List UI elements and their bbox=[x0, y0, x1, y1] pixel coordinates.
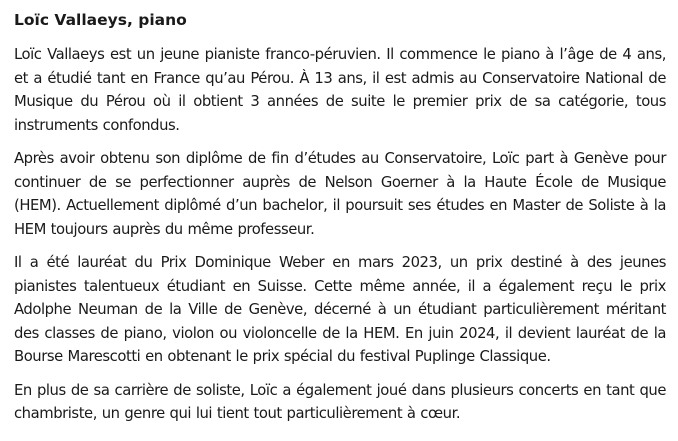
paragraph-chamber-music: En plus de sa carrière de soliste, Loïc a également joué dans plusieurs concerts en tant que chambriste, un genre qui lui tient tout particulièrement à cœur. bbox=[14, 381, 666, 422]
paragraph-awards: Il a été lauréat du Prix Dominique Weber en mars 2023, un prix destiné à des jeunes pianistes talentueux étudiant en Suisse. Cette même année, il a également reçu le prix Adolphe Neuman de la Ville de Genève, décerné à un étudiant particulièrement méritant des classes de piano, violon ou violoncelle de la HEM. En juin 2024, il devient lauréat de la Bourse Marescotti en obtenant le prix spécial du festival Puplinge Classique. bbox=[14, 254, 666, 365]
paragraph-early-life: Loïc Vallaeys est un jeune pianiste franco-péruvien. Il commence le piano à l’âge de 4 ans, et a étudié tant en France qu’au Pérou. À 13 ans, il est admis au Conservatoire National de Musique du Pérou où il obtient 3 années de suite le premier prix de sa catégorie, tous instruments confondus. bbox=[14, 46, 666, 134]
paragraph-studies: Après avoir obtenu son diplôme de fin d’études au Conservatoire, Loïc part à Genève pour continuer de se perfectionner auprès de Nelson Goerner à la Haute École de Musique (HEM). Actuellement diplômé d’un bachelor, il poursuit ses études en Master de Soliste à la HEM toujours auprès du même professeur. bbox=[14, 150, 666, 238]
document-title: Loïc Vallaeys, piano bbox=[14, 11, 187, 29]
